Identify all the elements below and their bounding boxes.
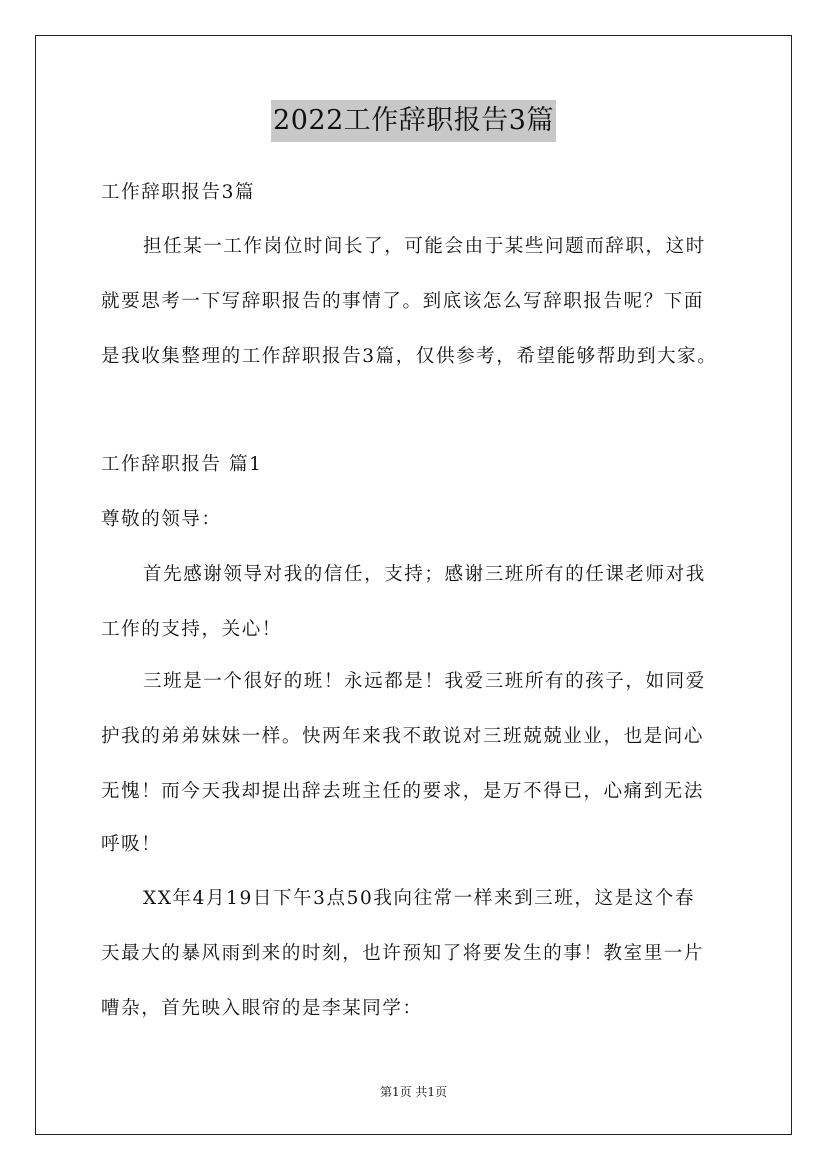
paragraph-line: XX年4月19日下午3点50我向往常一样来到三班，这是这个春 <box>143 888 695 909</box>
paragraph-line: 工作的支持，关心！ <box>101 619 282 640</box>
paragraph-line: 就要思考一下写辞职报告的事情了。到底该怎么写辞职报告呢？下面 <box>101 291 705 312</box>
section-heading: 工作辞职报告 篇1 <box>101 454 263 475</box>
document-title-wrap <box>0 100 827 142</box>
paragraph-line: 三班是一个很好的班！永远都是！我爱三班所有的孩子，如同爱 <box>143 671 706 692</box>
paragraph-line: 护我的弟弟妹妹一样。快两年来我不敢说对三班兢兢业业，也是问心 <box>101 726 705 747</box>
paragraph-line: 天最大的暴风雨到来的时刻，也许预知了将要发生的事！教室里一片 <box>101 943 705 964</box>
subtitle-line: 工作辞职报告3篇 <box>101 182 256 203</box>
paragraph-line: 呼吸！ <box>101 834 162 855</box>
page-footer: 第1页 共1页 <box>379 1085 448 1099</box>
paragraph-line: 无愧！而今天我却提出辞去班主任的要求，是万不得已，心痛到无法 <box>101 781 705 802</box>
salutation-line: 尊敬的领导： <box>101 509 222 530</box>
document-title: 2022工作辞职报告3篇 <box>271 100 556 142</box>
paragraph-line: 首先感谢领导对我的信任，支持；感谢三班所有的任课老师对我 <box>143 564 706 585</box>
paragraph-line: 担任某一工作岗位时间长了，可能会由于某些问题而辞职，这时 <box>143 236 706 257</box>
paragraph-line: 嘈杂，首先映入眼帘的是李某同学： <box>101 998 423 1019</box>
paragraph-line: 是我收集整理的工作辞职报告3篇，仅供参考，希望能够帮助到大家。 <box>101 346 718 367</box>
